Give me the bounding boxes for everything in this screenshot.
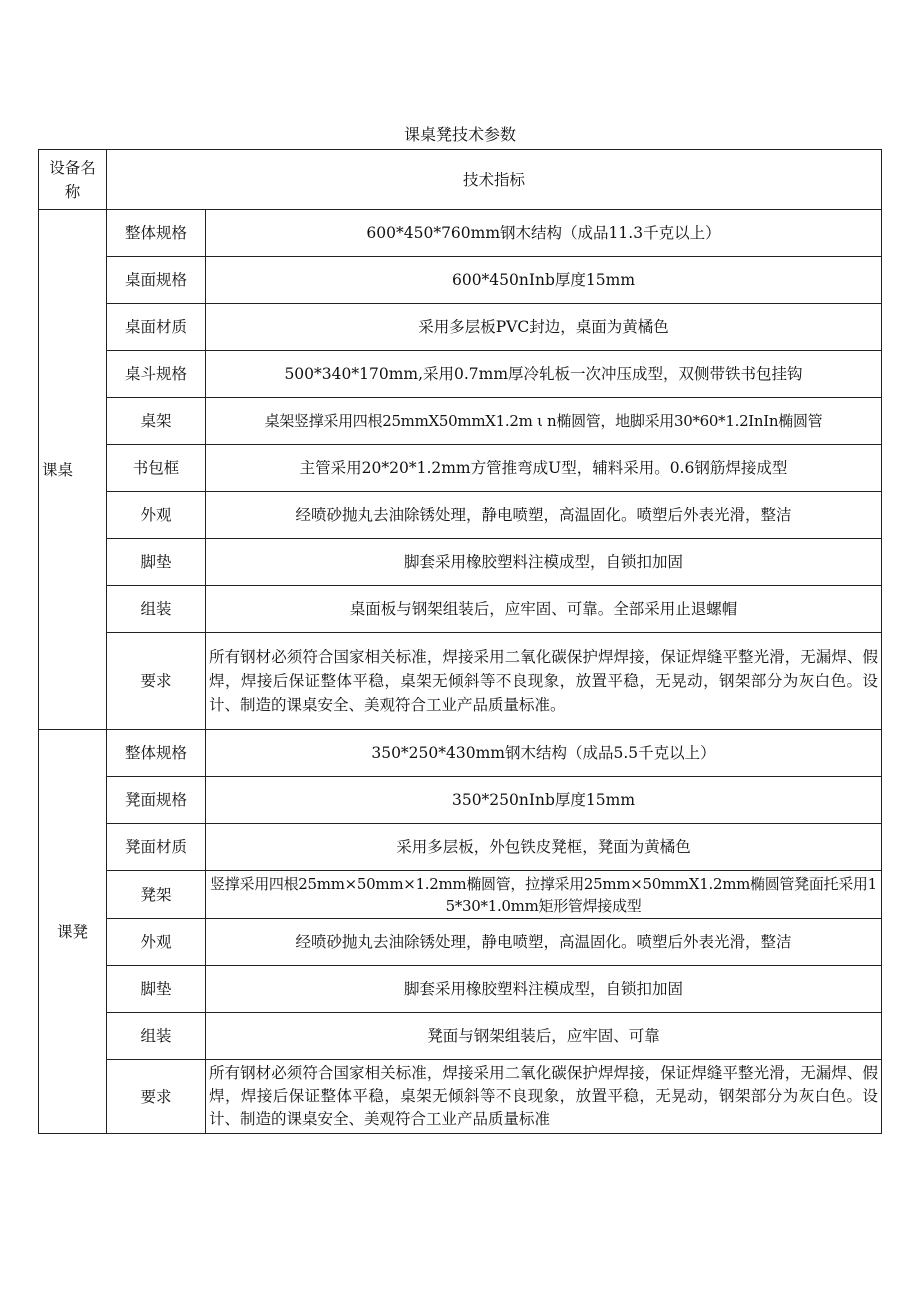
row-spec: 采用多层板PVC封边，桌面为黄橘色: [206, 304, 882, 351]
row-spec: 脚套采用橡胶塑料注模成型，自锁扣加固: [206, 539, 882, 586]
table-row: [39, 919, 882, 966]
table-row: [39, 351, 882, 398]
table-row: [39, 1060, 882, 1134]
row-item: 脚垫: [107, 539, 206, 586]
row-spec: 采用多层板，外包铁皮凳框，凳面为黄橘色: [206, 824, 882, 871]
row-spec: 桌面板与钢架组装后，应牢固、可靠。全部采用止退螺帽: [206, 586, 882, 633]
row-item: 桌面规格: [107, 257, 206, 304]
table-row: [39, 257, 882, 304]
row-spec: 经喷砂抛丸去油除锈处理，静电喷塑，高温固化。喷塑后外表光滑，整洁: [206, 492, 882, 539]
row-spec: 500*340*170mm,采用0.7mm厚冷轧板一次冲压成型，双侧带铁书包挂钩: [206, 351, 882, 398]
table-row: [39, 304, 882, 351]
table-row: [39, 210, 882, 257]
row-item: 整体规格: [107, 730, 206, 777]
table-row: [39, 633, 882, 730]
row-spec: 350*250nInb厚度15mm: [206, 777, 882, 824]
header-equipment-name: 设备名称: [39, 150, 107, 210]
row-spec: 主管采用20*20*1.2mm方管推弯成U型，辅料采用。0.6钢筋焊接成型: [206, 445, 882, 492]
row-spec: 600*450*760mm钢木结构（成品11.3千克以上）: [206, 210, 882, 257]
row-item: 整体规格: [107, 210, 206, 257]
table-row: [39, 777, 882, 824]
table-row: [39, 539, 882, 586]
row-spec: 所有钢材必须符合国家相关标准，焊接采用二氧化碳保护焊焊接，保证焊缝平整光滑，无漏焊、假焊，焊接后保证整体平稳，桌架无倾斜等不良现象，放置平稳，无晃动，钢架部分为灰白色。设计、制造的课桌安全、美观符合工业产品质量标准: [206, 1060, 882, 1134]
table-row: [39, 398, 882, 445]
document-title: 课桌凳技术参数: [403, 125, 516, 144]
table-row: [39, 730, 882, 777]
row-item: 组装: [107, 586, 206, 633]
row-item: 外观: [107, 919, 206, 966]
row-spec: 600*450nInb厚度15mm: [206, 257, 882, 304]
row-item: 桌架: [107, 398, 206, 445]
row-item: 组装: [107, 1013, 206, 1060]
row-item: 外观: [107, 492, 206, 539]
row-item: 要求: [107, 633, 206, 730]
row-spec: 350*250*430mm钢木结构（成品5.5千克以上）: [206, 730, 882, 777]
table-row: [39, 445, 882, 492]
row-item: 书包框: [107, 445, 206, 492]
row-item: 脚垫: [107, 966, 206, 1013]
row-item: 凳面规格: [107, 777, 206, 824]
table-row: [39, 586, 882, 633]
header-technical-index: 技术指标: [107, 150, 882, 210]
row-item: 要求: [107, 1060, 206, 1134]
table-row: [39, 966, 882, 1013]
table-row: [39, 824, 882, 871]
group-stool: 课凳: [39, 730, 107, 1134]
row-item: 桌斗规格: [107, 351, 206, 398]
row-item: 桌面材质: [107, 304, 206, 351]
row-spec: 脚套采用橡胶塑料注模成型，自锁扣加固: [206, 966, 882, 1013]
table-row: [39, 871, 882, 919]
row-item: 凳面材质: [107, 824, 206, 871]
row-spec: 竖撑采用四根25mm×50mm×1.2mm椭圆管，拉撑采用25mm×50mmX1.2mm椭圆管凳面托采用15*30*1.0mm矩形管焊接成型: [206, 871, 882, 919]
row-item: 凳架: [107, 871, 206, 919]
group-desk: 课桌: [39, 210, 107, 730]
table-header-row: [39, 150, 882, 210]
table-row: [39, 1013, 882, 1060]
row-spec: 凳面与钢架组装后，应牢固、可靠: [206, 1013, 882, 1060]
row-spec: 所有钢材必须符合国家相关标准，焊接采用二氧化碳保护焊焊接，保证焊缝平整光滑，无漏焊、假焊，焊接后保证整体平稳，桌架无倾斜等不良现象，放置平稳，无晃动，钢架部分为灰白色。设计、制造的课桌安全、美观符合工业产品质量标准。: [206, 633, 882, 730]
table-row: [39, 492, 882, 539]
row-spec: 经喷砂抛丸去油除锈处理，静电喷塑，高温固化。喷塑后外表光滑，整洁: [206, 919, 882, 966]
row-spec: 桌架竖撑采用四根25mmX50mmX1.2m ι n椭圆管，地脚采用30*60*1.2InIn椭圆管: [206, 398, 882, 445]
spec-table: [38, 149, 882, 1134]
